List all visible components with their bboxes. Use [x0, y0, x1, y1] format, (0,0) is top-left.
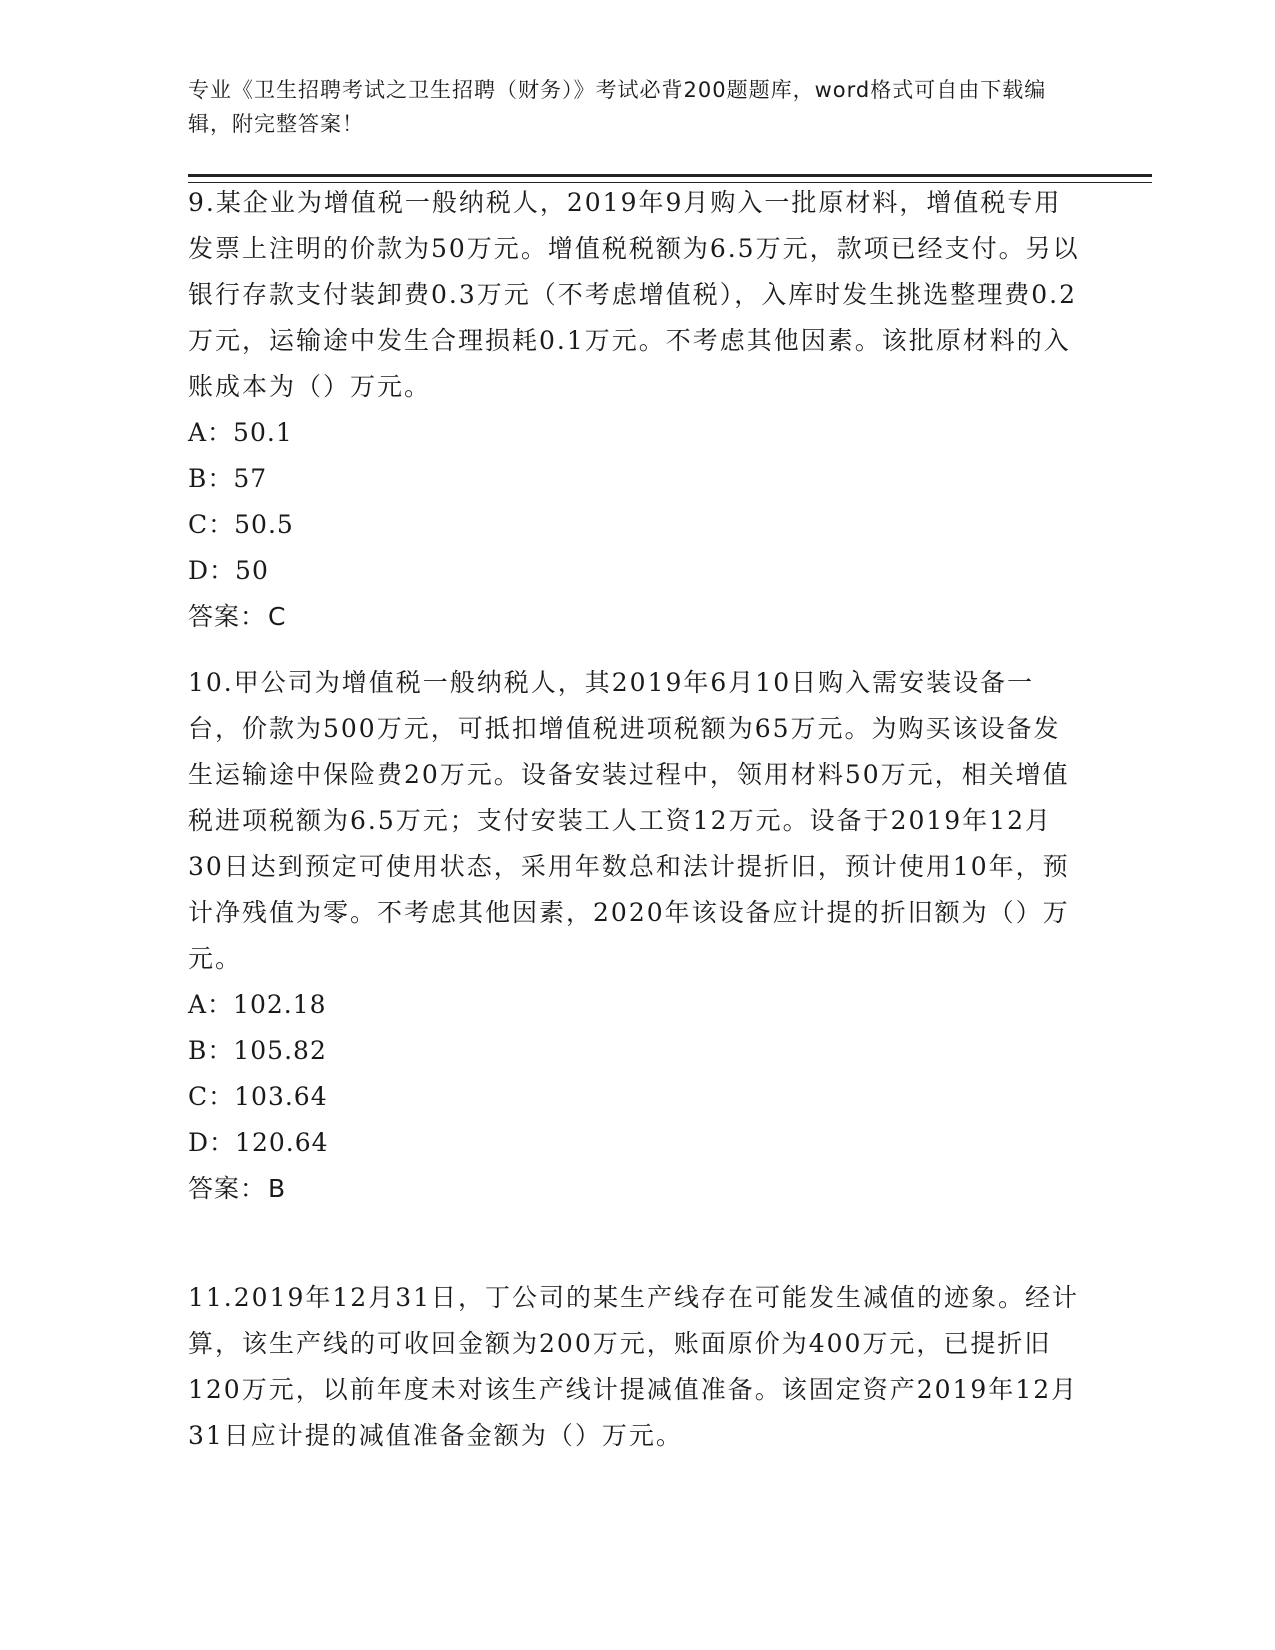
answer-value: B	[268, 1174, 287, 1203]
question-stem: 10.甲公司为增值税一般纳税人，其2019年6月10日购入需安装设备一台，价款为500万元，可抵扣增值税进项税额为65万元。为购买该设备发生运输途中保险费20万元。设备安装过程中，领用材料50万元，相关增值税进项税额为6.5万元；支付安装工人工资12万元。设备于2019年12月30日达到预定可使用状态，采用年数总和法计提折旧，预计使用10年，预计净残值为零。不考虑其他因素，2020年该设备应计提的折旧额为（）万元。	[188, 668, 1070, 973]
document-header: 专业《卫生招聘考试之卫生招聘（财务）》考试必背200题题库，word格式可自由下载编辑，附完整答案！	[188, 78, 1047, 136]
answer-label: 答案：	[188, 602, 267, 631]
option-b: B：57	[188, 464, 268, 493]
option-d: D：120.64	[188, 1128, 329, 1157]
question-stem: 11.2019年12月31日，丁公司的某生产线存在可能发生减值的迹象。经计算，该生产线的可收回金额为200万元，账面原价为400万元，已提折旧120万元，以前年度未对该生产线计提减值准备。该固定资产2019年12月31日应计提的减值准备金额为（）万元。	[188, 1283, 1080, 1450]
question-10	[188, 660, 1083, 1212]
answer-line	[188, 1166, 1083, 1212]
option-c: C：50.5	[188, 510, 294, 539]
question-11	[188, 1275, 1083, 1459]
answer-value: C	[268, 602, 287, 631]
answer-line	[188, 594, 1083, 640]
question-stem: 9.某企业为增值税一般纳税人，2019年9月购入一批原材料，增值税专用发票上注明的价款为50万元。增值税税额为6.5万元，款项已经支付。另以银行存款支付装卸费0.3万元（不考虑增值税），入库时发生挑选整理费0.2万元，运输途中发生合理损耗0.1万元。不考虑其他因素。该批原材料的入账成本为（）万元。	[188, 188, 1080, 401]
option-d: D：50	[188, 556, 269, 585]
option-b: B：105.82	[188, 1036, 327, 1065]
header-rule-thick	[188, 174, 1152, 177]
answer-label: 答案：	[188, 1174, 267, 1203]
option-c: C：103.64	[188, 1082, 328, 1111]
option-a: A：50.1	[188, 418, 293, 447]
question-9	[188, 180, 1083, 640]
option-a: A：102.18	[188, 990, 327, 1019]
